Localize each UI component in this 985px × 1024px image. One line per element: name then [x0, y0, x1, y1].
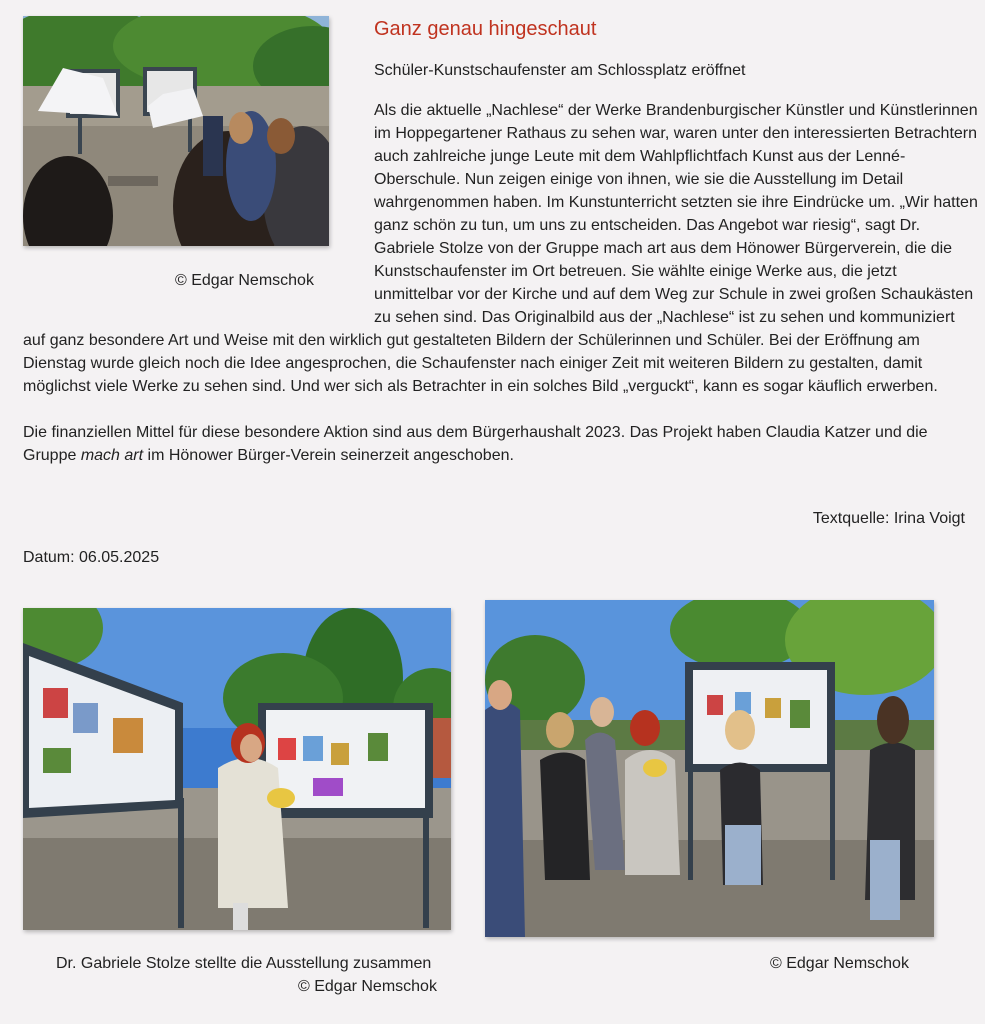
- exhibition-photo-left: [23, 608, 451, 930]
- article-date: Datum: 06.05.2025: [23, 549, 160, 566]
- right-photo-credit: © Edgar Nemschok: [770, 955, 909, 972]
- top-photo-credit: © Edgar Nemschok: [175, 272, 314, 289]
- article-body: [23, 99, 978, 467]
- article-title: Ganz genau hingeschaut: [374, 18, 597, 40]
- article-paragraph-2: Die finanziellen Mittel für diese besondere Aktion sind aus dem Bürgerhaushalt 2023. Das Projekt haben Claudia Katzer und die Gruppe mach art im Hönower Bürger-Verein seinerzeit angeschoben.: [23, 424, 928, 464]
- exhibition-photo-right: [485, 600, 934, 937]
- article-subtitle: Schüler-Kunstschaufenster am Schlossplatz eröffnet: [374, 62, 746, 79]
- article-paragraph-1: Als die aktuelle „Nachlese“ der Werke Brandenburgischer Künstler und Künstlerinnen im Hoppegartener Rathaus zu sehen war, waren unter den interessierten Betrachtern auch zahlreiche junge Leute mit dem Wahlpflichtfach Kunst aus der Lenné-Oberschule. Nun zeigen einige von ihnen, wie sie die Ausstellung im Detail wahrgenommen haben. Im Kunstunterricht setzten sie ihre Eindrücke um. „Wir hatten ganz schön zu tun, um uns zu entscheiden. Das Angebot war riesig“, sagt Dr. Gabriele Stolze von der Gruppe mach art aus dem Hönower Bürgerverein, die die Kunstschaufenster im Ort betreuen. Sie wählte einige Werke aus, die jetzt unmittelbar vor der Kirche und auf dem Weg zur Schule in zwei großen Schaukästen zu sehen sind. Das Originalbild aus der „Nachlese“ ist zu sehen und kommuniziert auf ganz besondere Art und Weise mit den wirklich gut gestalteten Bildern der Schülerinnen und Schüler. Bei der Eröffnung am Dienstag wurde gleich noch die Idee angesprochen, die Schaufenster nach einiger Zeit mit weiteren Bildern zu gestalten, damit möglichst viele Werke zu sehen sind. Und wer sich als Betrachter in ein solches Bild „verguckt“, kann es sogar käuflich erwerben.: [23, 102, 978, 395]
- group-name-italic: mach art: [80, 447, 144, 464]
- left-photo-caption: Dr. Gabriele Stolze stellte die Ausstellung zusammen: [56, 955, 432, 972]
- text-source: Textquelle: Irina Voigt: [812, 510, 965, 527]
- left-photo-credit: © Edgar Nemschok: [298, 978, 437, 995]
